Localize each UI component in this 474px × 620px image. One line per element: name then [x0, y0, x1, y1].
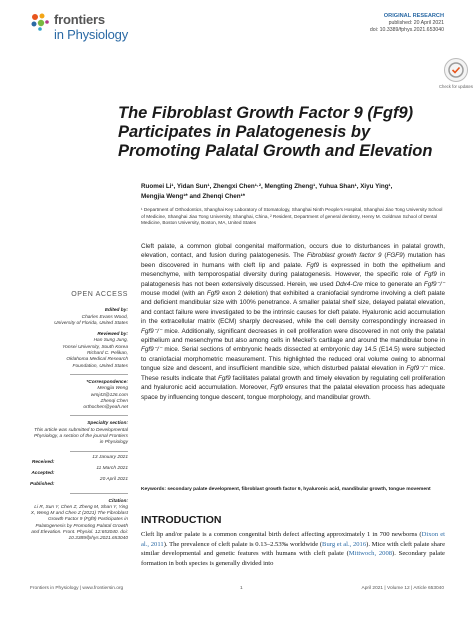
- edited-by-label: Edited by:: [104, 308, 128, 314]
- keywords: Keywords: secondary palate development, fibroblast growth factor 9, hyaluronic acid, mandibular growth, tongue movement: [141, 487, 431, 492]
- check-for-updates-icon[interactable]: [444, 58, 468, 82]
- correspondence-label: *Correspondence:: [86, 379, 128, 385]
- citation-text: Li R, Sun Y, Chen Z, Zheng M, Shan Y, Ying X, Weng M and Chen Z (2021) The Fibroblast Growth Factor 9 (Fgf9) Participates in Palatogenesis by Promoting Palatal Growth and Elevation. Front. Physiol. 12:653040. doi: 10.3389/fphys.2021.653040: [30, 504, 128, 542]
- introduction-paragraph: Cleft lip and/or palate is a common congenital birth defect affecting approximately 1 in 700 newborns (Dixon et al., 2011). The prevalence of cleft palate is 0.13–2.53‰ worldwide (Burg et al., 2016). Mice with cleft palate share similar developmental and genetic features with humans with cleft palate (Mittwoch, 2008). Secondary palate formation in both species is generally divided into: [141, 531, 445, 567]
- reviewer-affiliation: Oklahoma Medical Research: [66, 357, 128, 363]
- corresponding-author: Zhenqi Chen: [100, 398, 128, 404]
- corresponding-email[interactable]: orthochen@yeah.net: [83, 405, 128, 411]
- authors-line-2[interactable]: Mengjia Weng¹* and Zhenqi Chen¹*: [141, 192, 246, 200]
- citation-link[interactable]: Mittwoch, 2008: [348, 550, 393, 558]
- page-number: 1: [240, 586, 243, 591]
- footer-volume: April 2021 | Volume 12 | Article 653040: [361, 586, 444, 591]
- specialty-section-label: Specialty section:: [87, 421, 128, 427]
- sidebar-divider: [70, 374, 128, 375]
- frontiers-logo-icon: [30, 12, 50, 32]
- article-title: The Fibroblast Growth Factor 9 (Fgf9) Participates in Palatogenesis by Promoting Palatal Growth and Elevation: [118, 104, 433, 160]
- accepted-label: Accepted:: [31, 470, 55, 476]
- sidebar-divider: [70, 451, 128, 452]
- reviewer-name: Richard C. Pelikan,: [86, 351, 128, 357]
- corresponding-email[interactable]: wmj43@126.com: [90, 392, 128, 398]
- article-doi[interactable]: doi: 10.3389/fphys.2021.653040: [369, 27, 444, 33]
- published-date: published: 20 April 2021: [388, 20, 444, 26]
- footer-journal[interactable]: Frontiers in Physiology | www.frontiersin.org: [30, 586, 124, 591]
- check-for-updates-label[interactable]: Check for updates: [439, 84, 473, 89]
- sidebar-divider: [70, 415, 128, 416]
- editor-name: Charles Evans Wood,: [81, 314, 128, 320]
- author-list: [141, 182, 446, 201]
- specialty-section-text: This article was submitted to Developmental Physiology, a section of the journal Frontiers in Physiology: [33, 427, 128, 446]
- citation-label: Citation:: [108, 498, 128, 504]
- article-dates: [30, 455, 128, 489]
- page-header: [30, 10, 444, 54]
- journal-name: in Physiology: [54, 27, 128, 42]
- reviewed-by-label: Reviewed by:: [97, 332, 128, 338]
- citation-link[interactable]: Dixon et al., 2011: [141, 531, 445, 548]
- affiliations: ¹ Department of Orthodontics, Shanghai Key Laboratory of Stomatology, Shanghai Ninth People's Hospital, Shanghai Jiao Tong University School of Medicine, Shanghai Jiao Tong University, Shanghai, China, ² Resident, Department of general dentistry, Henry M. Goldman School of Dental Medicine, Boston University, Boston, MA, United States: [141, 207, 443, 226]
- journal-logo[interactable]: [30, 10, 170, 50]
- authors-line-1[interactable]: Ruomei Li¹, Yidan Sun¹, Zhengxi Chen¹·², Mengting Zheng¹, Yuhua Shan¹, Xiyu Ying¹,: [141, 183, 393, 190]
- editor-affiliation: University of Florida, United States: [54, 320, 128, 326]
- citation-link[interactable]: Burg et al., 2016: [322, 540, 367, 548]
- reviewer-name: Han Sung Jung,: [93, 338, 128, 344]
- abstract: Cleft palate, a common global congenital malformation, occurs due to disturbances in palatal growth, elevation, contact, and fusion during palatogenesis. The Fibroblast growth factor 9 (FGF9) mutation has been discovered in humans with cleft lip and palate. Fgf9 is expressed in both the epithelium and mesenchyme, with temporospatial diversity during palatogenesis. However, the specific role of Fgf9 in palatogenesis has not been extensively discussed. Herein, we used Ddx4-Cre mice to generate an Fgf9⁻/⁻ mouse model (with an Fgf9 exon 2 deletion) that exhibited a craniofacial syndrome involving a cleft palate and deficient mandibular size with 100% penetrance. A smaller palatal shelf size, delayed palatal elevation, and contact failure were investigated to be the intrinsic causes for cleft palate. Hyaluronic acid accumulation in the extracellular matrix (ECM) sharply decreased, while the cell density correspondingly increased in Fgf9⁻/⁻ mice. Additionally, significant decreases in cell proliferation were discovered in not only the palatal epithelium and mesenchyme but also among cells in Meckel's cartilage and around the mandibular bone in Fgf9⁻/⁻ mice. Serial sections of embryonic heads dissected at embryonic day 14.5 (E14.5) were subjected to craniofacial morphometric measurement. This highlighted the reduced oral volume owing to abnormal tongue size and descent, and insufficient mandible size, which disturbed palatal elevation in Fgf9⁻/⁻ mice. These results indicate that Fgf9 facilitates palatal growth and timely elevation by regulating cell proliferation and hyaluronic acid accumulation. Moreover, Fgf9 ensures that the palatal elevation process has adequate space by influencing tongue descent, tongue morphology, and mandibular growth.: [141, 243, 446, 401]
- received-date: 13 January 2021: [92, 454, 128, 460]
- corresponding-author: Mengjia Weng: [97, 386, 128, 392]
- article-type: ORIGINAL RESEARCH: [383, 13, 444, 19]
- open-access-label: OPEN ACCESS: [71, 291, 128, 298]
- introduction-heading: INTRODUCTION: [141, 514, 222, 526]
- article-sidebar: [30, 292, 128, 543]
- brand-name: frontiers: [54, 12, 105, 27]
- article-meta: [370, 13, 444, 34]
- published-date: 20 April 2021: [99, 477, 128, 483]
- accepted-date: 11 March 2021: [96, 465, 128, 471]
- sidebar-divider: [70, 493, 128, 494]
- reviewer-affiliation: Foundation, United States: [72, 363, 128, 369]
- reviewer-affiliation: Yonsei University, South Korea: [62, 344, 128, 350]
- published-label: Published:: [30, 482, 55, 488]
- received-label: Received:: [31, 459, 55, 465]
